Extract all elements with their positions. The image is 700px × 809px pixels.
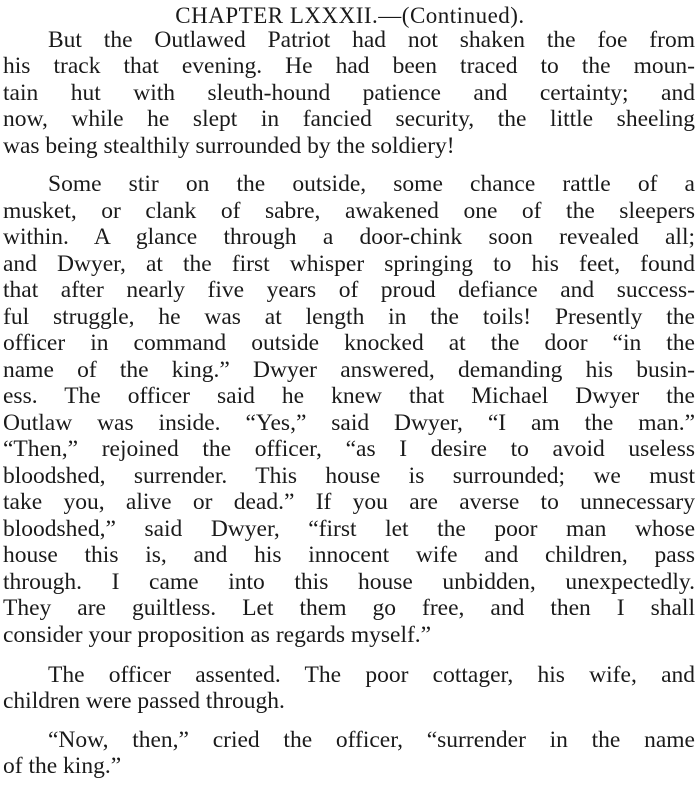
text-line: Some stir on the outside, some chance rattle of a [48,171,695,197]
text-line: bloodshed, surrender. This house is surrounded; we must [3,463,695,489]
text-line: take you, alive or dead.” If you are averse to unnecessary [3,489,695,515]
text-line: consider your proposition as regards myself.” [3,622,432,648]
text-line: ess. The officer said he knew that Michael Dwyer the [3,383,695,409]
text-line: officer in command outside knocked at the door “in the [3,330,695,356]
text-line: that after nearly five years of proud defiance and success- [3,277,695,303]
chapter-heading: CHAPTER LXXXII.—(Continued). [175,3,525,28]
text-line: now, while he slept in fancied security, the little sheeling [3,106,695,132]
text-line: of the king.” [3,753,122,779]
text-line: tain hut with sleuth-hound patience and certainty; and [3,80,695,106]
text-line: his track that evening. He had been traced to the moun- [3,53,695,79]
text-line: bloodshed,” said Dwyer, “first let the poor man whose [3,516,695,542]
text-line: But the Outlawed Patriot had not shaken the foe from [48,27,695,53]
text-line: through. I came into this house unbidden, unexpectedly. [3,569,695,595]
text-line: was being stealthily surrounded by the soldiery! [3,133,455,159]
text-line: They are guiltless. Let them go free, and then I shall [3,595,695,621]
text-line: The officer assented. The poor cottager, his wife, and [48,662,695,688]
text-line: within. A glance through a door-chink soon revealed all; [3,224,695,250]
text-line: musket, or clank of sabre, awakened one of the sleepers [3,198,695,224]
text-line: “Then,” rejoined the officer, “as I desire to avoid useless [3,436,695,462]
text-line: children were passed through. [3,688,285,714]
text-line: ful struggle, he was at length in the toils! Presently the [3,304,695,330]
text-line: Outlaw was inside. “Yes,” said Dwyer, “I am the man.” [3,410,695,436]
text-line: “Now, then,” cried the officer, “surrender in the name [48,727,695,753]
text-line: name of the king.” Dwyer answered, demanding his busin- [3,357,695,383]
text-line: house this is, and his innocent wife and children, pass [3,542,695,568]
text-line: and Dwyer, at the first whisper springing to his feet, found [3,251,695,277]
